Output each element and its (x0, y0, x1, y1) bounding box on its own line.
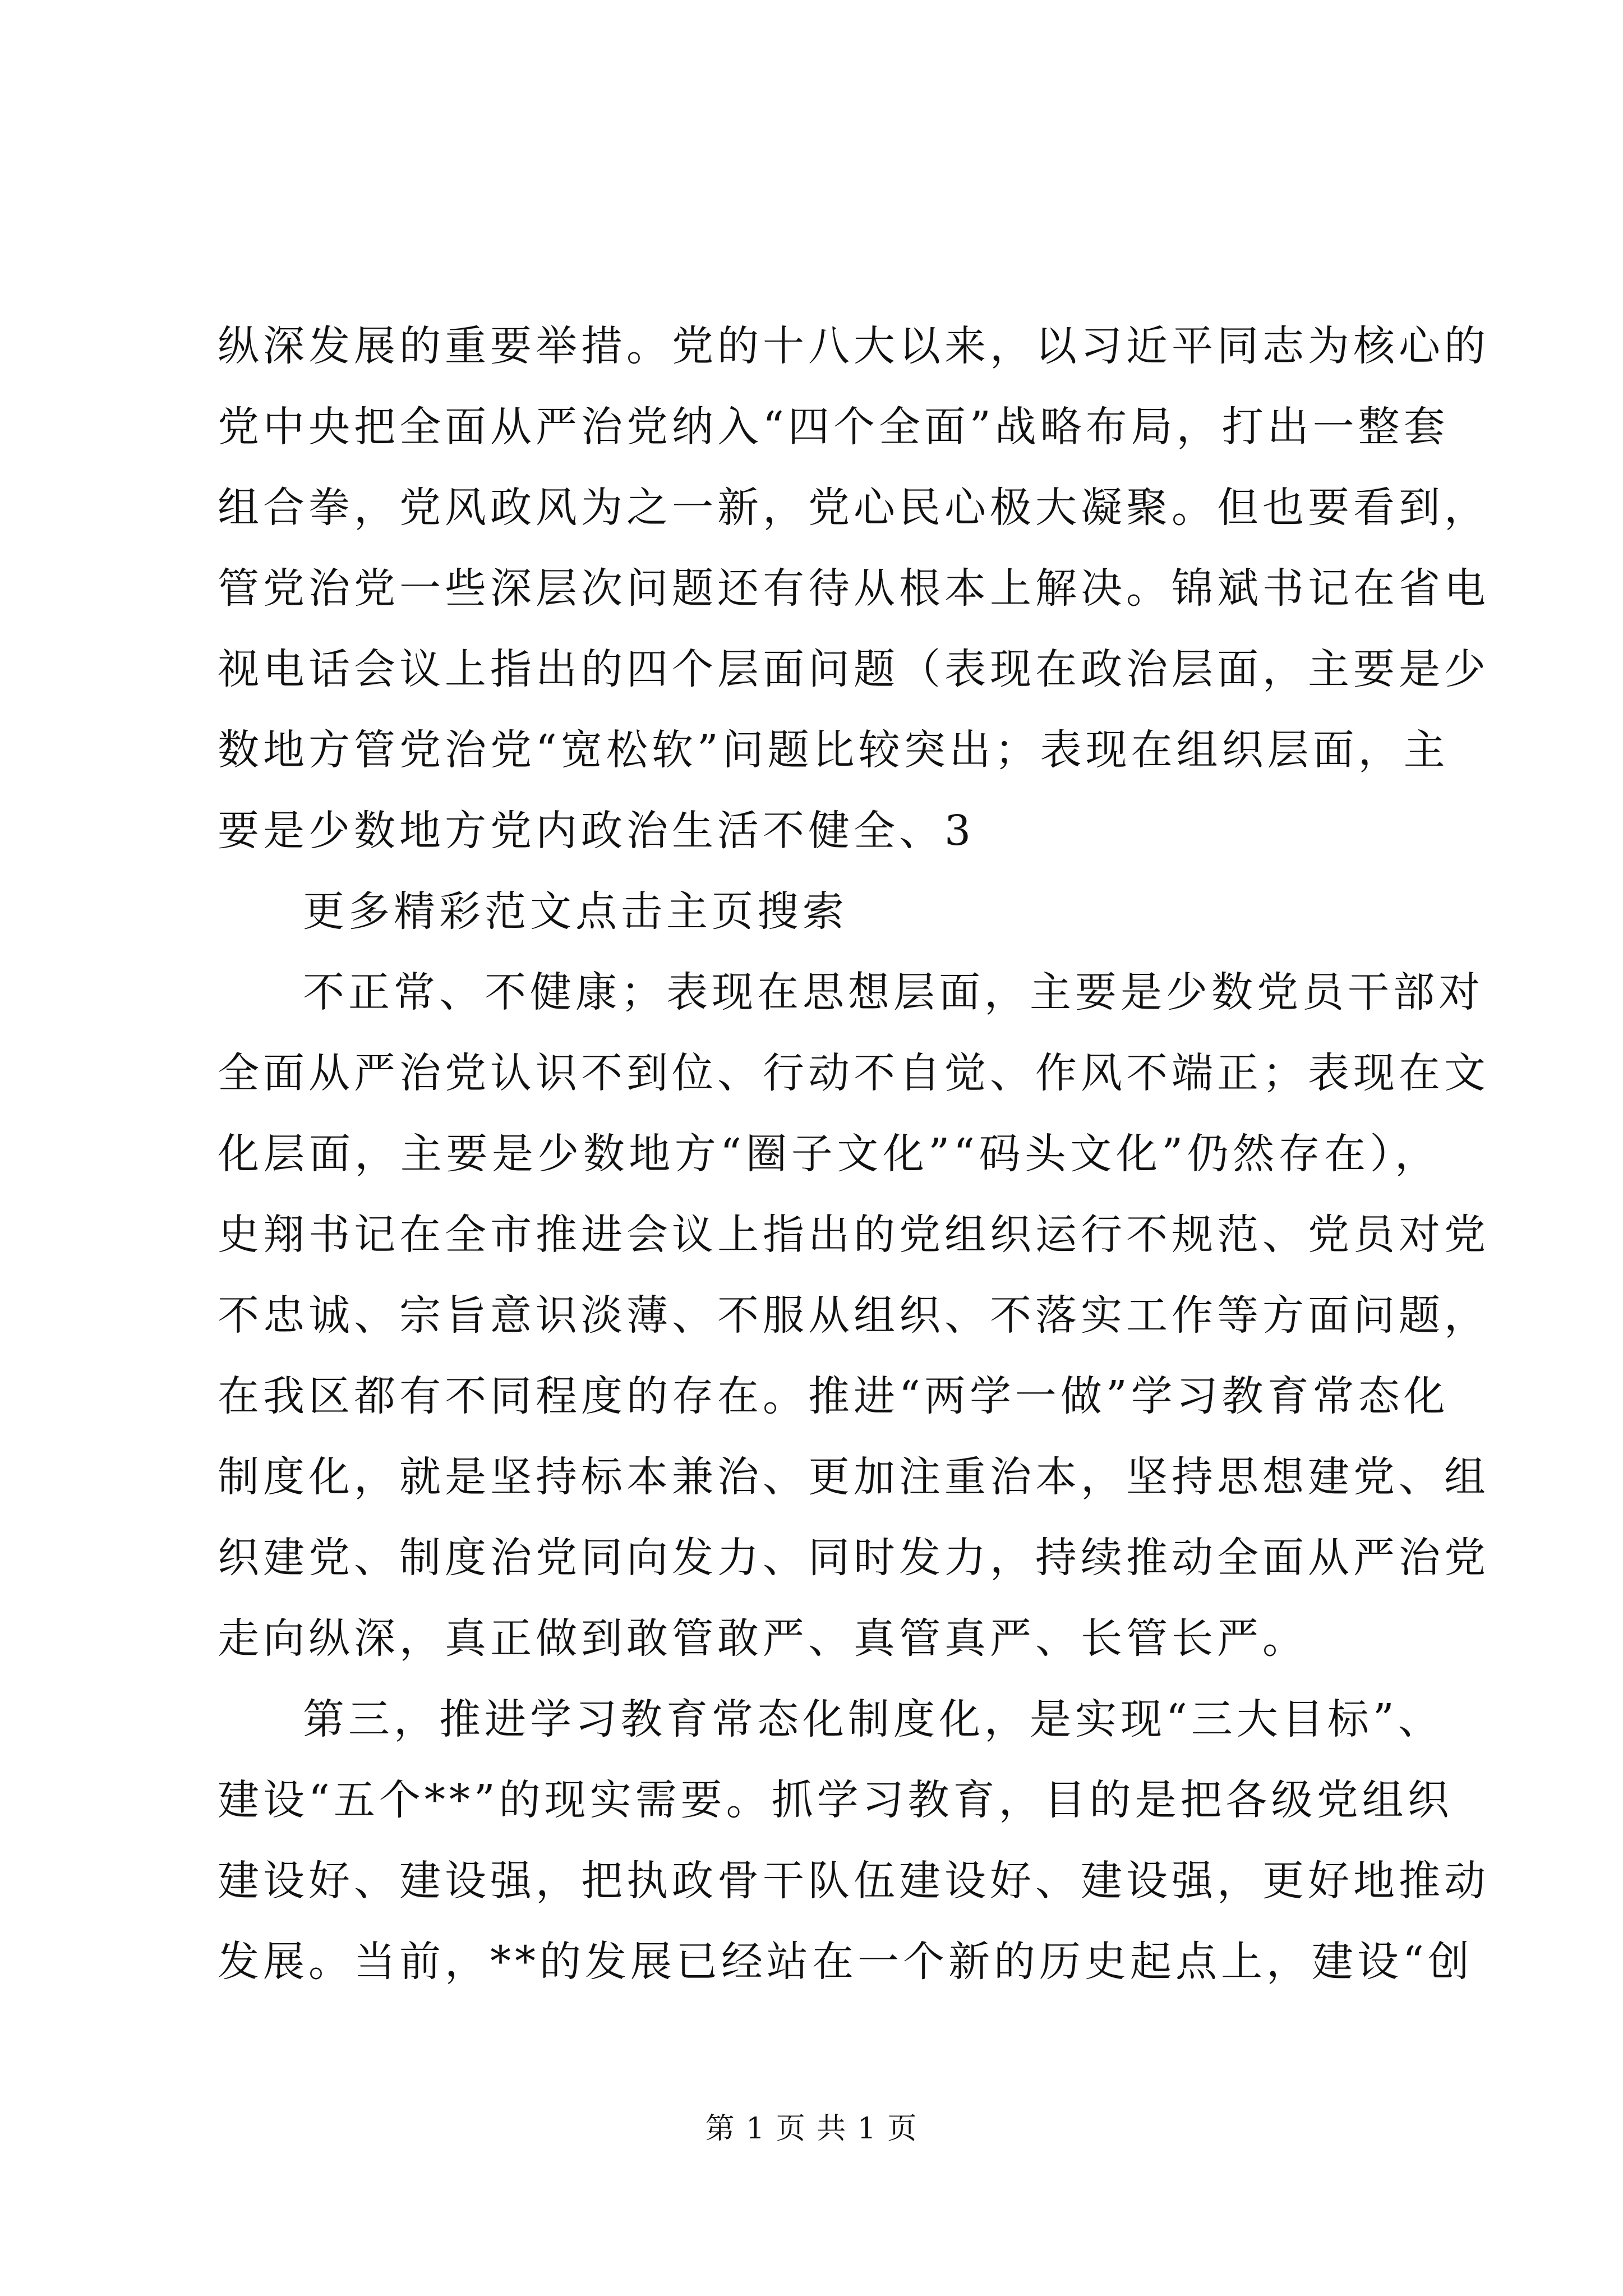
text-line: 在我区都有不同程度的存在。推进“两学一做”学习教育常态化 (218, 1372, 1449, 1420)
text-line: 数地方管党治党“宽松软”问题比较突出；表现在组织层面，主 (218, 726, 1449, 774)
promo-line: 更多精彩范文点击主页搜索 (303, 887, 848, 936)
document-body (218, 306, 1490, 2002)
text-line: 组合拳，党风政风为之一新，党心民心极大凝聚。但也要看到， (218, 484, 1490, 532)
text-line: 不正常、不健康；表现在思想层面，主要是少数党员干部对 (303, 968, 1484, 1016)
page-footer: 第 1 页 共 1 页 (705, 2112, 918, 2146)
text-line: 视电话会议上指出的四个层面问题（表现在政治层面，主要是少 (218, 645, 1490, 693)
text-line: 制度化，就是坚持标本兼治、更加注重治本，坚持思想建党、组 (218, 1453, 1490, 1501)
text-line: 发展。当前，**的发展已经站在一个新的历史起点上，建设“创 (218, 1938, 1473, 1986)
text-line: 化层面，主要是少数地方“圈子文化”“码头文化”仍然存在）， (218, 1130, 1440, 1178)
text-line: 织建党、制度治党同向发力、同时发力，持续推动全面从严治党 (218, 1534, 1490, 1582)
text-line: 建设“五个**”的现实需要。抓学习教育，目的是把各级党组织 (218, 1776, 1453, 1824)
text-line: 走向纵深，真正做到敢管敢严、真管真严、长管长严。 (218, 1614, 1308, 1663)
text-line: 史翔书记在全市推进会议上指出的党组织运行不规范、党员对党 (218, 1211, 1490, 1259)
text-line: 全面从严治党认识不到位、行动不自觉、作风不端正；表现在文 (218, 1049, 1490, 1097)
text-line: 纵深发展的重要举措。党的十八大以来，以习近平同志为核心的 (218, 322, 1490, 370)
text-line: 要是少数地方党内政治生活不健全、3 (218, 807, 975, 855)
text-line: 管党治党一些深层次问题还有待从根本上解决。锦斌书记在省电 (218, 564, 1490, 613)
text-line: 不忠诚、宗旨意识淡薄、不服从组织、不落实工作等方面问题， (218, 1291, 1490, 1340)
text-line: 建设好、建设强，把执政骨干队伍建设好、建设强，更好地推动 (218, 1857, 1490, 1905)
text-line: 第三，推进学习教育常态化制度化，是实现“三大目标”、 (303, 1695, 1444, 1743)
text-line: 党中央把全面从严治党纳入“四个全面”战略布局，打出一整套 (218, 403, 1449, 451)
